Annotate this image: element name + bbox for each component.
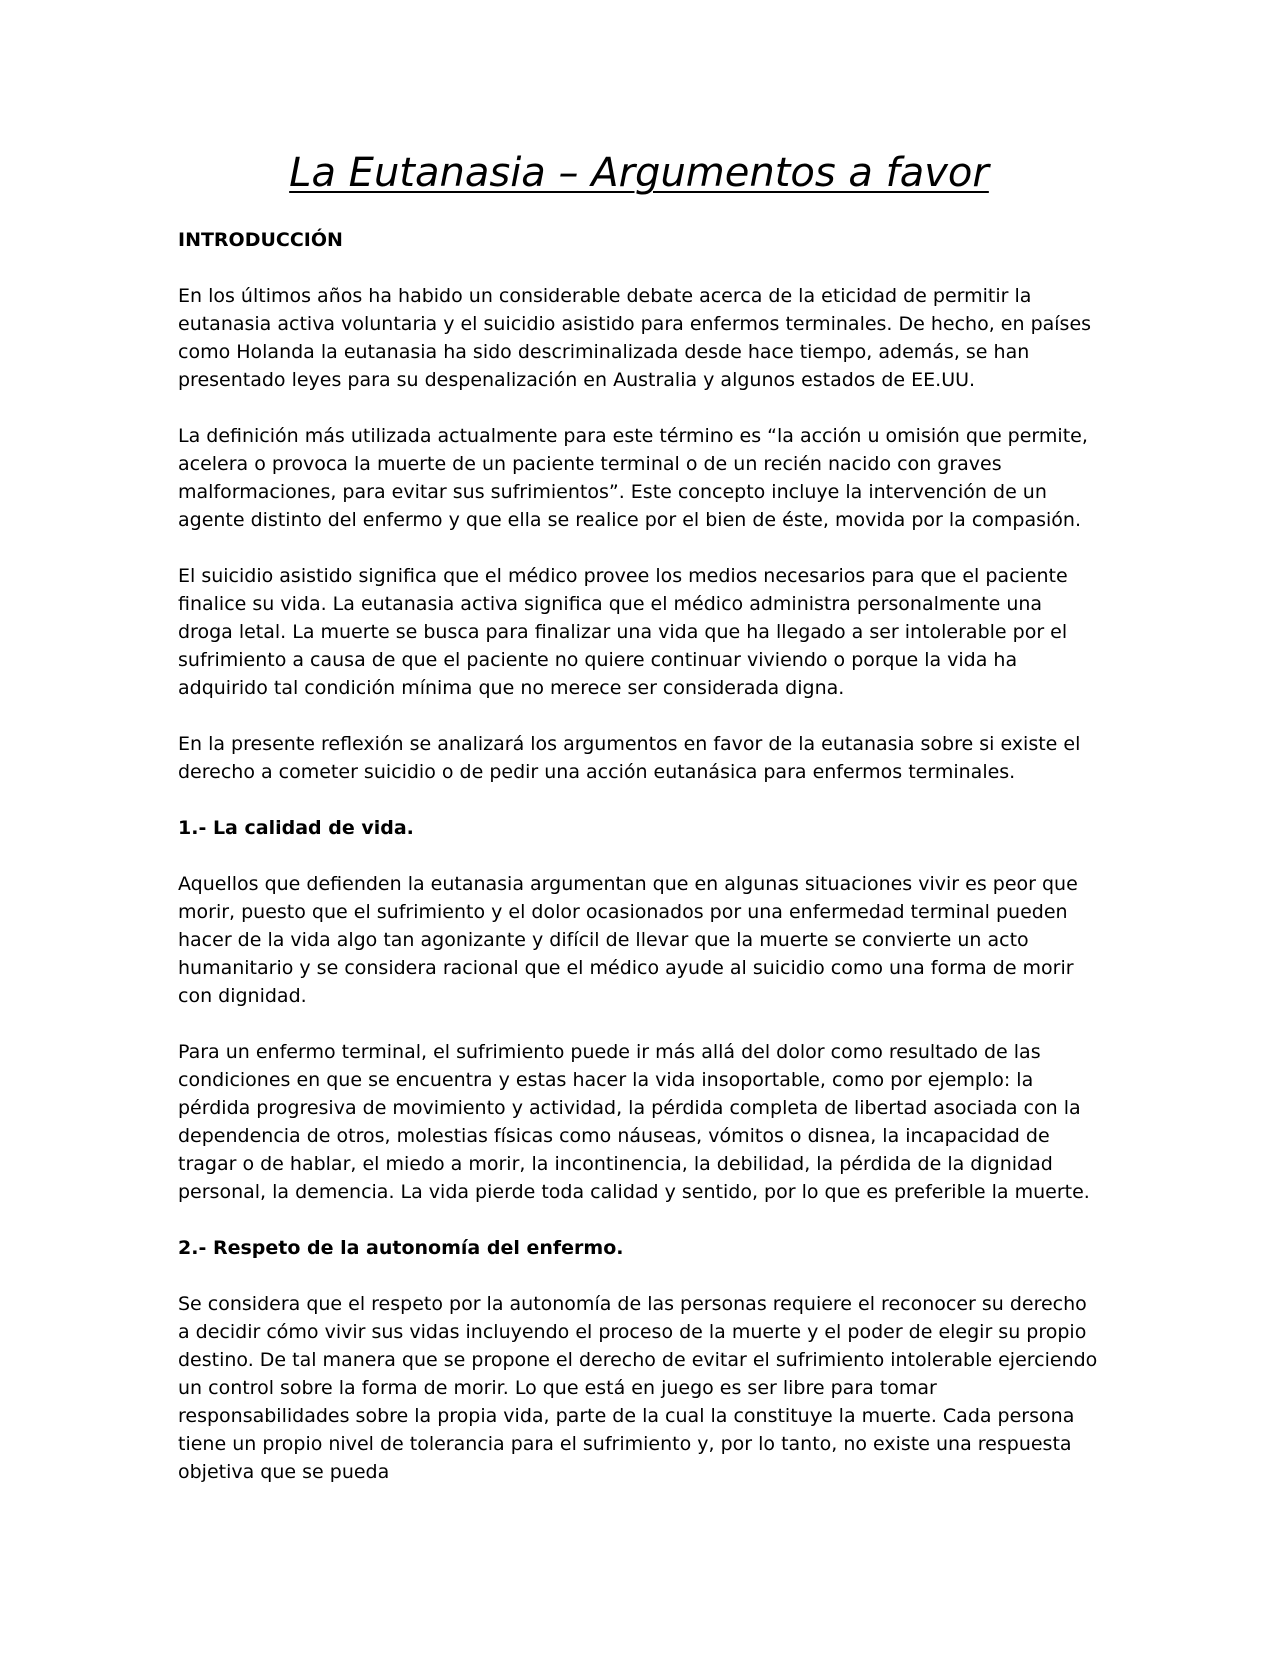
section-heading-introduccion: INTRODUCCIÓN (178, 229, 343, 251)
section-heading-calidad-de-vida: 1.- La calidad de vida. (178, 817, 414, 839)
paragraph-calidad-1: Aquellos que defienden la eutanasia argumentan que en algunas situaciones vivir es peor que morir, puesto que el sufrimiento y el dolor ocasionados por una enfermedad terminal pueden hacer de la vida algo tan agonizante y difícil de llevar que la muerte se convierte un acto humanitario y se considera racional que el médico ayude al suicidio como una forma de morir con dignidad. (178, 873, 1078, 1007)
paragraph-intro-1: En los últimos años ha habido un considerable debate acerca de la eticidad de permitir la eutanasia activa voluntaria y el suicidio asistido para enfermos terminales. De hecho, en países como Holanda la eutanasia ha sido descriminalizada desde hace tiempo, además, se han presentado leyes para su despenalización en Australia y algunos estados de EE.UU. (178, 285, 1092, 391)
document-title: La Eutanasia – Argumentos a favor (289, 150, 989, 196)
paragraph-autonomia-1: Se considera que el respeto por la autonomía de las personas requiere el reconocer su derecho a decidir cómo vivir sus vidas incluyendo el proceso de la muerte y el poder de elegir su propio destino. De tal manera que se propone el derecho de evitar el sufrimiento intolerable ejerciendo un control sobre la forma de morir. Lo que está en juego es ser libre para tomar responsabilidades sobre la propia vida, parte de la cual la constituye la muerte. Cada persona tiene un propio nivel de tolerancia para el sufrimiento y, por lo tanto, no existe una respuesta objetiva que se pueda (178, 1293, 1098, 1483)
document-body (178, 150, 1100, 1486)
section-heading-autonomia: 2.- Respeto de la autonomía del enfermo. (178, 1237, 624, 1259)
paragraph-intro-4: En la presente reflexión se analizará los argumentos en favor de la eutanasia sobre si existe el derecho a cometer suicidio o de pedir una acción eutanásica para enfermos terminales. (178, 733, 1081, 783)
paragraph-intro-3: El suicidio asistido significa que el médico provee los medios necesarios para que el paciente finalice su vida. La eutanasia activa significa que el médico administra personalmente una droga letal. La muerte se busca para finalizar una vida que ha llegado a ser intolerable por el sufrimiento a causa de que el paciente no quiere continuar viviendo o porque la vida ha adquirido tal condición mínima que no merece ser considerada digna. (178, 565, 1068, 699)
paragraph-intro-2: La definición más utilizada actualmente para este término es “la acción u omisión que permite, acelera o provoca la muerte de un paciente terminal o de un recién nacido con graves malformaciones, para evitar sus sufrimientos”. Este concepto incluye la intervención de un agente distinto del enfermo y que ella se realice por el bien de éste, movida por la compasión. (178, 425, 1088, 531)
paragraph-calidad-2: Para un enfermo terminal, el sufrimiento puede ir más allá del dolor como resultado de las condiciones en que se encuentra y estas hacer la vida insoportable, como por ejemplo: la pérdida progresiva de movimiento y actividad, la pérdida completa de libertad asociada con la dependencia de otros, molestias físicas como náuseas, vómitos o disnea, la incapacidad de tragar o de hablar, el miedo a morir, la incontinencia, la debilidad, la pérdida de la dignidad personal, la demencia. La vida pierde toda calidad y sentido, por lo que es preferible la muerte. (178, 1041, 1090, 1203)
